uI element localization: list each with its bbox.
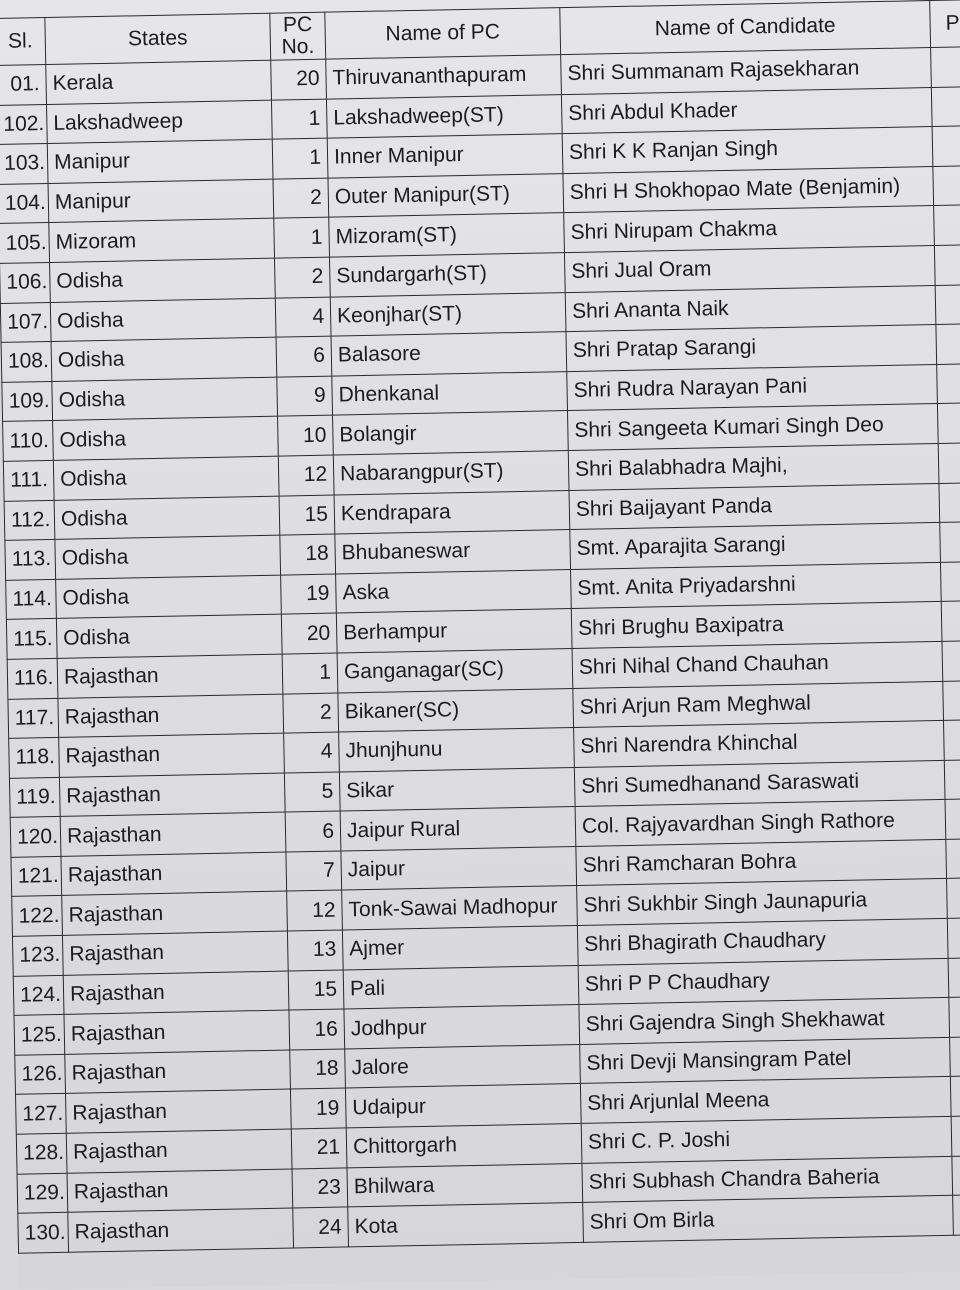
cell-candidate: Smt. Anita Priyadarshni <box>571 562 942 609</box>
cell-pc-name: Bikaner(SC) <box>338 688 574 732</box>
cell-candidate: Shri Narendra Khinchal <box>574 720 945 767</box>
cell-sl: 124. <box>13 975 64 1016</box>
cell-pc-no: 12 <box>278 455 334 496</box>
cell-pc-no: 1 <box>274 217 330 258</box>
cell-sl: 127. <box>16 1094 67 1135</box>
cell-extra <box>949 997 960 1037</box>
header-pc-no-line2: No. <box>281 34 315 59</box>
cell-pc-no: 18 <box>290 1049 346 1090</box>
cell-candidate: Shri Nirupam Chakma <box>564 206 935 253</box>
cell-extra <box>950 1076 960 1116</box>
cell-sl: 106. <box>0 262 50 303</box>
cell-pc-no: 6 <box>276 336 332 377</box>
cell-sl: 105. <box>0 223 50 264</box>
cell-extra <box>931 47 960 87</box>
header-pc-no-line1: PC <box>282 12 313 37</box>
cell-extra <box>940 561 960 601</box>
cell-pc-name: Tonk-Sawai Madhopur <box>342 886 578 930</box>
cell-sl: 130. <box>18 1213 69 1254</box>
cell-pc-name: Jaipur Rural <box>340 807 576 851</box>
cell-pc-no: 19 <box>281 574 337 615</box>
cell-state: Rajasthan <box>65 1050 291 1094</box>
cell-extra <box>938 443 960 483</box>
cell-candidate: Shri Arjunlal Meena <box>580 1077 951 1124</box>
cell-state: Manipur <box>48 179 274 223</box>
cell-pc-name: Lakshadweep(ST) <box>326 94 562 138</box>
cell-sl: 128. <box>16 1133 67 1174</box>
cell-extra <box>944 759 960 799</box>
cell-state: Rajasthan <box>63 971 289 1015</box>
cell-candidate: Shri Bhagirath Chaudhary <box>577 918 948 965</box>
cell-state: Odisha <box>54 496 280 540</box>
cell-pc-name: Inner Manipur <box>327 134 563 178</box>
cell-pc-no: 20 <box>281 613 337 654</box>
cell-pc-no: 13 <box>287 930 343 971</box>
cell-pc-name: Balasore <box>331 332 567 376</box>
header-pc-no <box>270 12 326 60</box>
header-extra-column: P <box>930 0 960 48</box>
cell-state: Odisha <box>56 575 282 619</box>
cell-pc-no: 4 <box>275 297 331 338</box>
cell-pc-name: Ganganagar(SC) <box>337 648 573 692</box>
cell-pc-name: Dhenkanal <box>332 371 568 415</box>
cell-pc-no: 5 <box>284 772 340 813</box>
cell-candidate: Shri K K Ranjan Singh <box>562 127 933 174</box>
cell-pc-name: Udaipur <box>345 1084 581 1128</box>
cell-extra <box>944 720 960 760</box>
cell-state: Kerala <box>46 60 272 104</box>
cell-candidate: Shri Balabhadra Majhi, <box>568 443 939 490</box>
cell-sl: 121. <box>11 856 62 897</box>
cell-sl: 115. <box>6 619 57 660</box>
cell-pc-name: Ajmer <box>342 926 578 970</box>
cell-pc-no: 1 <box>271 99 327 140</box>
cell-pc-name: Bhilwara <box>347 1163 583 1207</box>
cell-state: Rajasthan <box>59 733 285 777</box>
cell-pc-no: 19 <box>290 1088 346 1129</box>
cell-pc-name: Kendrapara <box>334 490 570 534</box>
cell-candidate: Shri C. P. Joshi <box>581 1116 952 1163</box>
cell-state: Odisha <box>50 298 276 342</box>
cell-state: Rajasthan <box>66 1129 292 1173</box>
cell-candidate: Shri Summanam Rajasekharan <box>561 48 932 95</box>
cell-candidate: Shri Devji Mansingram Patel <box>580 1037 951 1084</box>
cell-pc-no: 21 <box>291 1128 347 1169</box>
cell-extra <box>941 601 960 641</box>
cell-pc-name: Outer Manipur(ST) <box>328 173 564 217</box>
header-name-of-pc: Name of PC <box>325 8 561 60</box>
cell-pc-no: 2 <box>273 178 329 219</box>
cell-sl: 104. <box>0 183 49 224</box>
cell-candidate: Shri P P Chaudhary <box>578 958 949 1005</box>
cell-pc-name: Thiruvananthapuram <box>326 55 562 99</box>
cell-pc-no: 16 <box>289 1009 345 1050</box>
cell-pc-name: Aska <box>336 569 572 613</box>
cell-sl: 112. <box>4 500 55 541</box>
cell-state: Rajasthan <box>57 654 283 698</box>
cell-sl: 126. <box>15 1054 66 1095</box>
cell-sl: 122. <box>12 896 63 937</box>
cell-state: Mizoram <box>49 219 275 263</box>
header-sl: Sl. <box>0 18 46 66</box>
cell-sl: 102. <box>0 104 47 145</box>
cell-sl: 129. <box>17 1173 68 1214</box>
cell-pc-no: 12 <box>287 890 343 931</box>
cell-extra <box>934 245 960 285</box>
cell-candidate: Shri Gajendra Singh Shekhawat <box>579 998 950 1045</box>
cell-pc-no: 1 <box>282 653 338 694</box>
cell-extra <box>940 522 960 562</box>
cell-candidate: Shri Ananta Naik <box>565 285 936 332</box>
cell-extra <box>946 838 960 878</box>
cell-extra <box>934 205 960 245</box>
cell-extra <box>945 799 960 839</box>
cell-candidate: Smt. Aparajita Sarangi <box>570 523 941 570</box>
cell-sl: 109. <box>2 381 53 422</box>
cell-extra <box>936 324 960 364</box>
cell-extra <box>937 363 960 403</box>
cell-pc-name: Berhampur <box>336 609 572 653</box>
cell-sl: 107. <box>0 302 51 343</box>
cell-extra <box>950 1036 960 1076</box>
cell-candidate: Shri Sangeeta Kumari Singh Deo <box>567 404 938 451</box>
cell-state: Rajasthan <box>58 694 284 738</box>
cell-extra <box>939 482 960 522</box>
cell-candidate: Shri Brughu Baxipatra <box>571 602 942 649</box>
cell-candidate: Shri Sukhbir Singh Jaunapuria <box>577 879 948 926</box>
cell-state: Odisha <box>53 416 279 460</box>
cell-pc-no: 20 <box>271 59 327 100</box>
cell-candidate: Shri Abdul Khader <box>561 87 932 134</box>
cell-state: Rajasthan <box>67 1169 293 1213</box>
cell-pc-no: 15 <box>288 970 344 1011</box>
cell-sl: 111. <box>3 460 54 501</box>
cell-pc-name: Keonjhar(ST) <box>330 292 566 336</box>
cell-pc-no: 6 <box>285 811 341 852</box>
cell-pc-name: Sundargarh(ST) <box>329 253 565 297</box>
cell-sl: 123. <box>12 935 63 976</box>
cell-state: Odisha <box>52 377 278 421</box>
cell-extra <box>937 403 960 443</box>
cell-extra <box>943 680 960 720</box>
cell-pc-no: 24 <box>293 1207 349 1248</box>
cell-pc-no: 2 <box>275 257 331 298</box>
cell-pc-name: Jhunjhunu <box>339 728 575 772</box>
cell-extra <box>942 640 960 680</box>
cell-pc-name: Mizoram(ST) <box>329 213 565 257</box>
cell-state: Rajasthan <box>61 852 287 896</box>
cell-pc-name: Jalore <box>345 1044 581 1088</box>
cell-pc-no: 10 <box>278 415 334 456</box>
cell-pc-name: Chittorgarh <box>346 1123 582 1167</box>
cell-extra <box>932 126 960 166</box>
cell-extra <box>952 1155 960 1195</box>
cell-sl: 103. <box>0 144 48 185</box>
cell-sl: 108. <box>1 342 52 383</box>
cell-pc-no: 2 <box>283 693 339 734</box>
cell-candidate: Shri Om Birla <box>583 1196 954 1243</box>
cell-pc-name: Pali <box>343 965 579 1009</box>
cell-pc-no: 4 <box>284 732 340 773</box>
cell-sl: 110. <box>3 421 54 462</box>
cell-candidate: Shri Arjun Ram Meghwal <box>573 681 944 728</box>
cell-state: Manipur <box>47 139 273 183</box>
cell-extra <box>948 957 960 997</box>
table-body <box>0 47 960 1253</box>
cell-extra <box>947 878 960 918</box>
cell-pc-name: Jodhpur <box>344 1005 580 1049</box>
cell-state: Rajasthan <box>62 892 288 936</box>
cell-pc-no: 9 <box>277 376 333 417</box>
cell-extra <box>951 1115 960 1155</box>
cell-state: Odisha <box>53 456 279 500</box>
cell-candidate: Shri Pratap Sarangi <box>566 325 937 372</box>
cell-state: Rajasthan <box>66 1089 292 1133</box>
cell-candidate: Shri Jual Oram <box>564 245 935 292</box>
cell-sl: 114. <box>6 579 57 620</box>
header-states: States <box>45 13 271 64</box>
cell-state: Rajasthan <box>62 931 288 975</box>
cell-sl: 113. <box>5 540 56 581</box>
cell-candidate: Shri Ramcharan Bohra <box>576 839 947 886</box>
cell-pc-no: 15 <box>279 495 335 536</box>
cell-extra <box>953 1195 960 1235</box>
cell-sl: 120. <box>10 817 61 858</box>
cell-sl: 119. <box>9 777 60 818</box>
cell-pc-no: 18 <box>280 534 336 575</box>
cell-sl: 116. <box>7 658 58 699</box>
cell-extra <box>931 86 960 126</box>
cell-extra <box>947 918 960 958</box>
cell-pc-no: 23 <box>292 1168 348 1209</box>
cell-candidate: Shri Nihal Chand Chauhan <box>572 641 943 688</box>
cell-sl: 01. <box>0 65 47 106</box>
cell-sl: 117. <box>8 698 59 739</box>
header-name-of-candidate: Name of Candidate <box>560 1 931 55</box>
cell-candidate: Col. Rajyavardhan Singh Rathore <box>575 800 946 847</box>
cell-state: Rajasthan <box>60 812 286 856</box>
cell-candidate: Shri Sumedhanand Saraswati <box>574 760 945 807</box>
cell-candidate: Shri Baijayant Panda <box>569 483 940 530</box>
cell-candidate: Shri Subhash Chandra Baheria <box>582 1156 953 1203</box>
cell-pc-name: Sikar <box>339 767 575 811</box>
cell-state: Rajasthan <box>68 1208 294 1252</box>
cell-pc-name: Nabarangpur(ST) <box>333 450 569 494</box>
cell-state: Lakshadweep <box>47 100 273 144</box>
cell-pc-name: Bolangir <box>333 411 569 455</box>
cell-pc-name: Jaipur <box>341 846 577 890</box>
cell-state: Odisha <box>50 258 276 302</box>
cell-extra <box>935 284 960 324</box>
cell-pc-no: 7 <box>286 851 342 892</box>
cell-state: Rajasthan <box>64 1010 290 1054</box>
cell-pc-no: 1 <box>272 138 328 179</box>
cell-candidate: Shri H Shokhopao Mate (Benjamin) <box>563 166 934 213</box>
cell-state: Odisha <box>51 337 277 381</box>
cell-sl: 118. <box>9 737 60 778</box>
cell-sl: 125. <box>14 1015 65 1056</box>
cell-state: Odisha <box>56 614 282 658</box>
cell-state: Rajasthan <box>59 773 285 817</box>
cell-candidate: Shri Rudra Narayan Pani <box>567 364 938 411</box>
cell-state: Odisha <box>55 535 281 579</box>
cell-pc-name: Bhubaneswar <box>335 530 571 574</box>
cell-extra <box>933 165 960 205</box>
cell-pc-name: Kota <box>348 1203 584 1247</box>
